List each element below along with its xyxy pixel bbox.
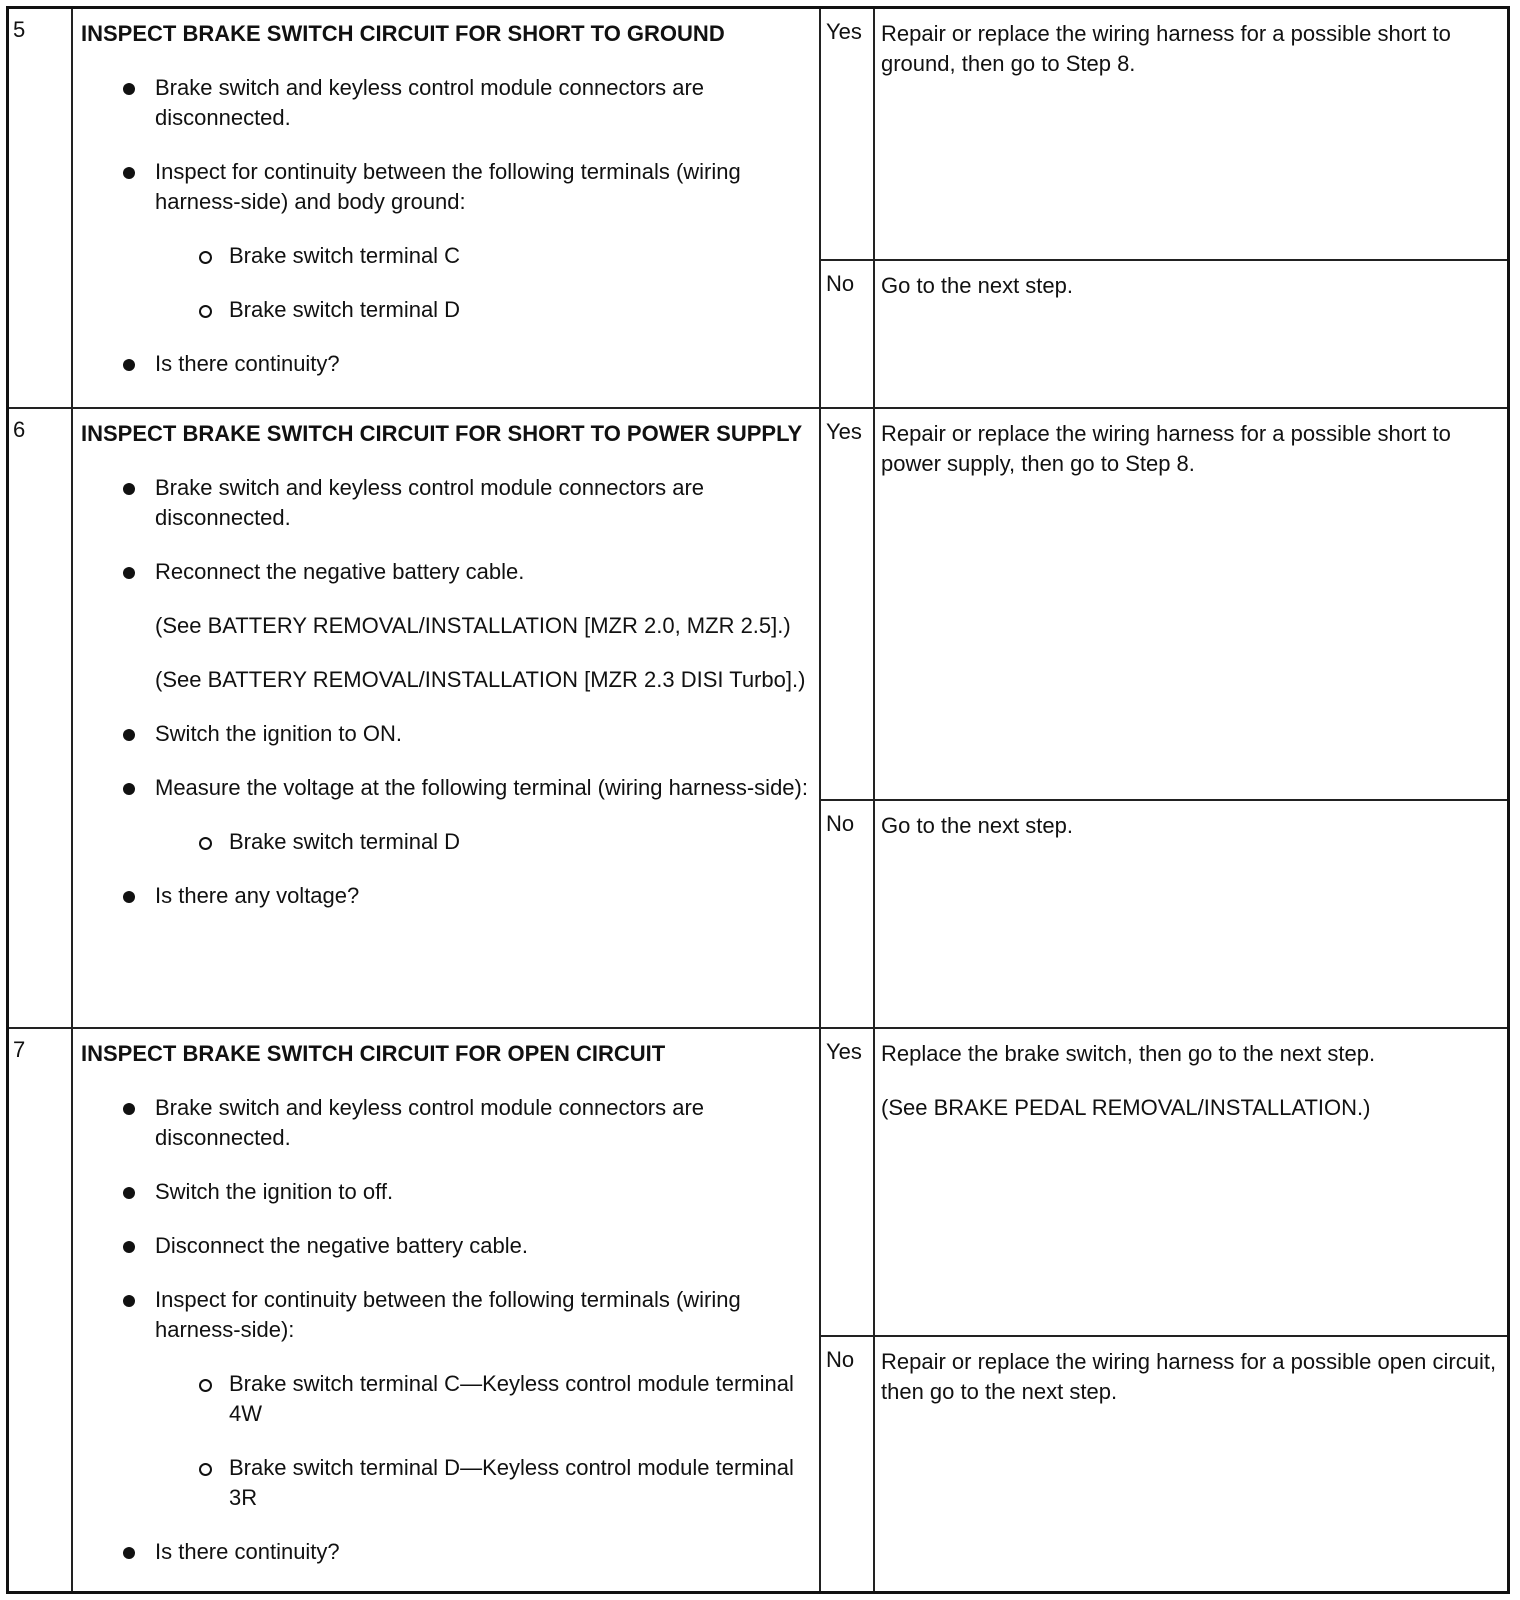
reference-note: (See BATTERY REMOVAL/INSTALLATION [MZR 2.3 DISI Turbo].)	[155, 667, 806, 692]
yes-reference-note: (See BRAKE PEDAL REMOVAL/INSTALLATION.)	[881, 1095, 1371, 1120]
yes-action: Repair or replace the wiring harness for a possible short to ground, then go to Step 8.	[881, 21, 1451, 76]
bullet-item: Measure the voltage at the following terminal (wiring harness-side):	[81, 773, 813, 803]
step-title: INSPECT BRAKE SWITCH CIRCUIT FOR SHORT TO GROUND	[81, 21, 725, 46]
no-action: Repair or replace the wiring harness for a possible open circuit, then go to the next step.	[881, 1349, 1497, 1404]
bullet-item: Brake switch and keyless control module connectors are disconnected.	[81, 73, 813, 133]
sub-bullet-item: Brake switch terminal C—Keyless control module terminal 4W	[81, 1369, 813, 1429]
result-yes	[821, 9, 1507, 259]
bullet-item: Switch the ignition to ON.	[81, 719, 813, 749]
inspection-cell	[73, 1029, 821, 1591]
bullet-item: Brake switch and keyless control module connectors are disconnected.	[81, 473, 813, 533]
bullet-list	[81, 349, 813, 379]
sub-bullet-item: Brake switch terminal C	[81, 241, 813, 271]
result-yes	[821, 409, 1507, 799]
reference-note: (See BATTERY REMOVAL/INSTALLATION [MZR 2.0, MZR 2.5].)	[155, 613, 791, 638]
bullet-item: Inspect for continuity between the following terminals (wiring harness-side) and body ground:	[81, 157, 813, 217]
yes-action: Repair or replace the wiring harness for a possible short to power supply, then go to Step 8.	[881, 421, 1451, 476]
inspection-cell	[73, 9, 821, 407]
bullet-item: Is there continuity?	[81, 349, 813, 379]
bullet-item: Disconnect the negative battery cable.	[81, 1231, 813, 1261]
no-action: Go to the next step.	[881, 273, 1074, 298]
result-no	[821, 1335, 1507, 1591]
bullet-list	[81, 719, 813, 803]
step-number: 5	[9, 9, 73, 407]
no-action: Go to the next step.	[881, 813, 1074, 838]
step-number: 6	[9, 409, 73, 1027]
no-label: No	[821, 1337, 875, 1591]
result-cell	[821, 9, 1507, 407]
no-label: No	[821, 261, 875, 407]
result-cell	[821, 1029, 1507, 1591]
sub-bullet-item: Brake switch terminal D	[81, 827, 813, 857]
inspection-cell	[73, 409, 821, 1027]
result-no	[821, 259, 1507, 407]
result-no	[821, 799, 1507, 1027]
yes-label: Yes	[821, 1029, 875, 1335]
bullet-list	[81, 1537, 813, 1567]
yes-label: Yes	[821, 9, 875, 259]
step-title: INSPECT BRAKE SWITCH CIRCUIT FOR SHORT TO POWER SUPPLY	[81, 421, 803, 446]
result-cell	[821, 409, 1507, 1027]
yes-label: Yes	[821, 409, 875, 799]
procedure-table	[6, 6, 1510, 1594]
bullet-item: Is there continuity?	[81, 1537, 813, 1567]
bullet-list	[81, 1093, 813, 1345]
result-yes	[821, 1029, 1507, 1335]
step-row-5	[9, 9, 1507, 407]
bullet-item: Reconnect the negative battery cable.	[81, 557, 813, 587]
sub-bullet-list	[81, 827, 813, 857]
yes-action: Replace the brake switch, then go to the next step.	[881, 1041, 1376, 1066]
bullet-list	[81, 473, 813, 587]
step-row-7	[9, 1027, 1507, 1591]
no-label: No	[821, 801, 875, 1027]
bullet-item: Brake switch and keyless control module connectors are disconnected.	[81, 1093, 813, 1153]
bullet-item: Is there any voltage?	[81, 881, 813, 911]
sub-bullet-item: Brake switch terminal D	[81, 295, 813, 325]
sub-bullet-list	[81, 1369, 813, 1513]
bullet-item: Switch the ignition to off.	[81, 1177, 813, 1207]
bullet-list	[81, 881, 813, 911]
step-number: 7	[9, 1029, 73, 1591]
step-row-6	[9, 407, 1507, 1027]
sub-bullet-list	[81, 241, 813, 325]
sub-bullet-item: Brake switch terminal D—Keyless control module terminal 3R	[81, 1453, 813, 1513]
bullet-list	[81, 73, 813, 217]
bullet-item: Inspect for continuity between the following terminals (wiring harness-side):	[81, 1285, 813, 1345]
step-title: INSPECT BRAKE SWITCH CIRCUIT FOR OPEN CIRCUIT	[81, 1041, 666, 1066]
